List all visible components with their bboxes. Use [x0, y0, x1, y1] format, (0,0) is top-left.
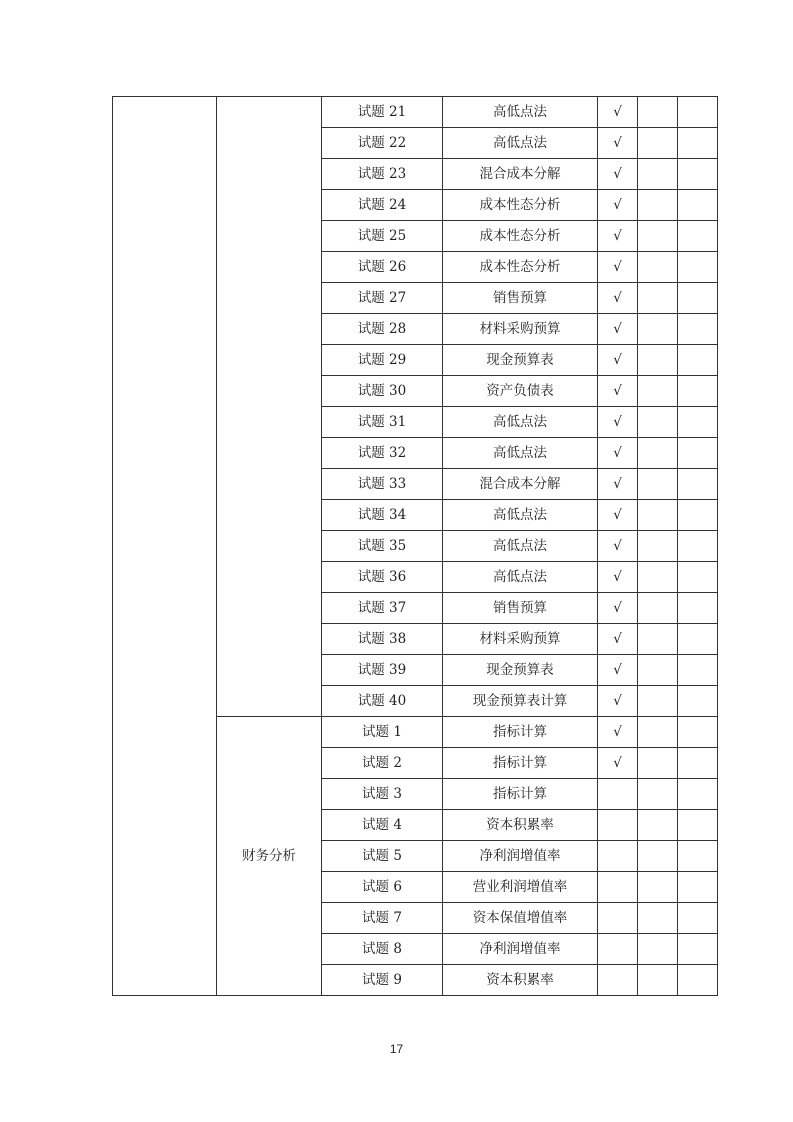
empty-cell — [638, 903, 678, 934]
empty-cell — [678, 376, 718, 407]
exam-cell: 试题 25 — [322, 221, 443, 252]
empty-cell — [678, 500, 718, 531]
topic-cell: 资本积累率 — [443, 965, 598, 996]
empty-cell — [638, 810, 678, 841]
empty-cell — [638, 872, 678, 903]
empty-cell — [678, 593, 718, 624]
topic-cell: 指标计算 — [443, 717, 598, 748]
empty-cell — [638, 252, 678, 283]
check-mark-cell: √ — [598, 221, 638, 252]
topic-cell: 成本性态分析 — [443, 252, 598, 283]
empty-cell — [678, 221, 718, 252]
topic-cell: 资本积累率 — [443, 810, 598, 841]
exam-cell: 试题 27 — [322, 283, 443, 314]
empty-cell — [678, 686, 718, 717]
topic-cell: 净利润增值率 — [443, 934, 598, 965]
check-mark-cell: √ — [598, 562, 638, 593]
exam-cell: 试题 1 — [322, 717, 443, 748]
check-mark-cell: √ — [598, 469, 638, 500]
check-mark-cell: √ — [598, 376, 638, 407]
exam-cell: 试题 36 — [322, 562, 443, 593]
empty-cell — [638, 779, 678, 810]
empty-cell — [638, 469, 678, 500]
empty-cell — [678, 934, 718, 965]
exam-cell: 试题 31 — [322, 407, 443, 438]
check-mark-cell: √ — [598, 159, 638, 190]
empty-cell — [638, 717, 678, 748]
topic-cell: 高低点法 — [443, 97, 598, 128]
check-mark-cell — [598, 810, 638, 841]
topic-cell: 混合成本分解 — [443, 469, 598, 500]
exam-cell: 试题 9 — [322, 965, 443, 996]
check-mark-cell: √ — [598, 252, 638, 283]
topic-cell: 高低点法 — [443, 407, 598, 438]
empty-cell — [638, 128, 678, 159]
empty-cell — [638, 500, 678, 531]
empty-cell — [678, 562, 718, 593]
topic-cell: 资产负债表 — [443, 376, 598, 407]
empty-cell — [678, 97, 718, 128]
empty-cell — [678, 655, 718, 686]
empty-cell — [638, 593, 678, 624]
exam-cell: 试题 21 — [322, 97, 443, 128]
topic-cell: 材料采购预算 — [443, 624, 598, 655]
exam-cell: 试题 30 — [322, 376, 443, 407]
empty-cell — [638, 376, 678, 407]
topic-cell: 指标计算 — [443, 748, 598, 779]
topic-cell: 成本性态分析 — [443, 190, 598, 221]
empty-cell — [678, 965, 718, 996]
empty-cell — [638, 748, 678, 779]
exam-cell: 试题 32 — [322, 438, 443, 469]
empty-cell — [638, 686, 678, 717]
empty-cell — [678, 841, 718, 872]
check-mark-cell — [598, 872, 638, 903]
topic-cell: 销售预算 — [443, 593, 598, 624]
topic-cell: 营业利润增值率 — [443, 872, 598, 903]
section-name-cell — [217, 97, 322, 717]
check-mark-cell: √ — [598, 407, 638, 438]
exam-cell: 试题 7 — [322, 903, 443, 934]
check-mark-cell: √ — [598, 686, 638, 717]
topic-cell: 混合成本分解 — [443, 159, 598, 190]
empty-cell — [678, 779, 718, 810]
topic-cell: 高低点法 — [443, 500, 598, 531]
empty-cell — [678, 872, 718, 903]
check-mark-cell: √ — [598, 97, 638, 128]
check-mark-cell: √ — [598, 438, 638, 469]
topic-cell: 现金预算表 — [443, 655, 598, 686]
empty-cell — [678, 252, 718, 283]
exam-cell: 试题 28 — [322, 314, 443, 345]
check-mark-cell: √ — [598, 314, 638, 345]
topic-cell: 指标计算 — [443, 779, 598, 810]
topic-cell: 高低点法 — [443, 438, 598, 469]
topic-cell: 现金预算表计算 — [443, 686, 598, 717]
empty-cell — [638, 97, 678, 128]
empty-cell — [638, 624, 678, 655]
topic-cell: 高低点法 — [443, 128, 598, 159]
empty-cell — [678, 531, 718, 562]
exam-cell: 试题 33 — [322, 469, 443, 500]
exam-cell: 试题 3 — [322, 779, 443, 810]
empty-cell — [638, 159, 678, 190]
empty-cell — [678, 438, 718, 469]
empty-cell — [638, 314, 678, 345]
check-mark-cell: √ — [598, 500, 638, 531]
table-row — [113, 97, 718, 128]
check-mark-cell: √ — [598, 655, 638, 686]
topic-cell: 资本保值增值率 — [443, 903, 598, 934]
exam-cell: 试题 26 — [322, 252, 443, 283]
check-mark-cell — [598, 779, 638, 810]
exam-cell: 试题 22 — [322, 128, 443, 159]
empty-cell — [678, 283, 718, 314]
empty-cell — [638, 562, 678, 593]
check-mark-cell: √ — [598, 283, 638, 314]
empty-cell — [678, 159, 718, 190]
exam-cell: 试题 35 — [322, 531, 443, 562]
empty-cell — [638, 934, 678, 965]
empty-cell — [678, 624, 718, 655]
exam-cell: 试题 2 — [322, 748, 443, 779]
empty-cell — [638, 841, 678, 872]
exam-cell: 试题 40 — [322, 686, 443, 717]
check-mark-cell: √ — [598, 748, 638, 779]
exam-cell: 试题 37 — [322, 593, 443, 624]
check-mark-cell: √ — [598, 190, 638, 221]
check-mark-cell: √ — [598, 345, 638, 376]
topic-cell: 现金预算表 — [443, 345, 598, 376]
empty-cell — [678, 717, 718, 748]
check-mark-cell: √ — [598, 593, 638, 624]
exam-cell: 试题 23 — [322, 159, 443, 190]
exam-cell: 试题 6 — [322, 872, 443, 903]
check-mark-cell — [598, 903, 638, 934]
page-number: 17 — [389, 1042, 404, 1056]
empty-cell — [638, 438, 678, 469]
exam-cell: 试题 4 — [322, 810, 443, 841]
empty-cell — [678, 810, 718, 841]
exam-cell: 试题 39 — [322, 655, 443, 686]
exam-cell: 试题 34 — [322, 500, 443, 531]
topic-cell: 高低点法 — [443, 562, 598, 593]
exam-cell: 试题 5 — [322, 841, 443, 872]
check-mark-cell: √ — [598, 531, 638, 562]
empty-cell — [678, 190, 718, 221]
empty-cell — [638, 531, 678, 562]
empty-cell — [638, 655, 678, 686]
check-mark-cell — [598, 841, 638, 872]
topic-cell: 净利润增值率 — [443, 841, 598, 872]
check-mark-cell: √ — [598, 717, 638, 748]
check-mark-cell — [598, 965, 638, 996]
empty-cell — [638, 345, 678, 376]
check-mark-cell: √ — [598, 624, 638, 655]
check-mark-cell — [598, 934, 638, 965]
empty-cell — [678, 407, 718, 438]
empty-cell — [638, 221, 678, 252]
empty-cell — [638, 407, 678, 438]
check-mark-cell: √ — [598, 128, 638, 159]
empty-cell — [638, 190, 678, 221]
empty-cell — [638, 283, 678, 314]
topic-cell: 材料采购预算 — [443, 314, 598, 345]
exam-table — [112, 96, 718, 996]
empty-cell — [678, 469, 718, 500]
exam-cell: 试题 29 — [322, 345, 443, 376]
empty-cell — [678, 903, 718, 934]
exam-cell: 试题 24 — [322, 190, 443, 221]
topic-cell: 销售预算 — [443, 283, 598, 314]
category-cell — [113, 97, 217, 996]
empty-cell — [678, 314, 718, 345]
topic-cell: 高低点法 — [443, 531, 598, 562]
section-name-cell: 财务分析 — [217, 717, 322, 996]
empty-cell — [678, 128, 718, 159]
exam-cell: 试题 8 — [322, 934, 443, 965]
exam-cell: 试题 38 — [322, 624, 443, 655]
empty-cell — [678, 345, 718, 376]
empty-cell — [638, 965, 678, 996]
empty-cell — [678, 748, 718, 779]
topic-cell: 成本性态分析 — [443, 221, 598, 252]
